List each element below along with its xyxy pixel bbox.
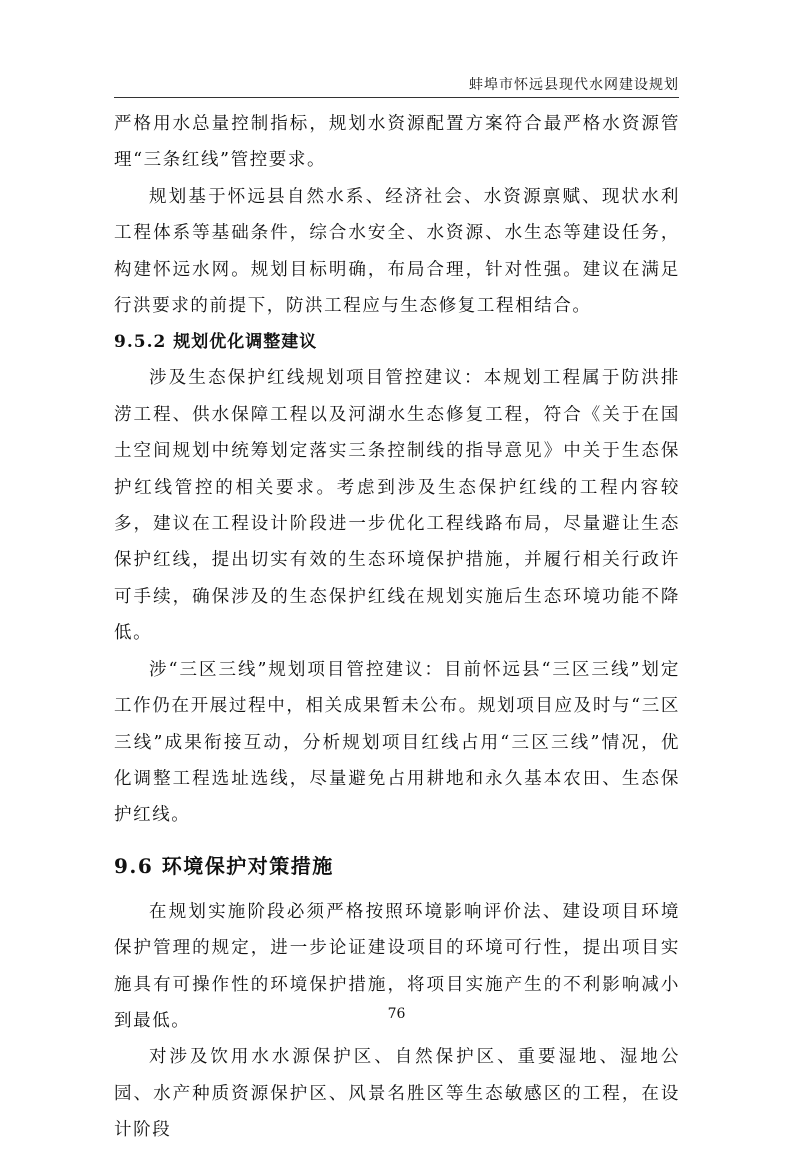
paragraph-continued: 严格用水总量控制指标，规划水资源配置方案符合最严格水资源管理“三条红线”管控要求。 [114, 114, 680, 171]
paragraph-ecological-redline: 涉及生态保护红线规划项目管控建议：本规划工程属于防洪排涝工程、供水保障工程以及河湖水生态修复工程，符合《关于在国土空间规划中统筹划定落实三条控制线的指导意见》中关于生态保护红线管控的相关要求。考虑到涉及生态保护红线的工程内容较多，建议在工程设计阶段进一步优化工程线路布局，尽量避让生态保护红线，提出切实有效的生态环境保护措施，并履行相关行政许可手续，确保涉及的生态保护红线在规划实施后生态环境功能不降低。 [114, 368, 680, 644]
paragraph-plan-basis: 规划基于怀远县自然水系、经济社会、水资源禀赋、现状水利工程体系等基础条件，综合水安全、水资源、水生态等建设任务，构建怀远水网。规划目标明确，布局合理，针对性强。建议在满足行洪要求的前提下，防洪工程应与生态修复工程相结合。 [114, 186, 680, 317]
page-body [114, 106, 680, 1149]
paragraph-implementation: 在规划实施阶段必须严格按照环境影响评价法、建设项目环境保护管理的规定，进一步论证建设项目的环境可行性，提出项目实施具有可操作性的环境保护措施，将项目实施产生的不利影响减小到最低。 [114, 901, 680, 1031]
section-heading-9-5-2: 9.5.2 规划优化调整建议 [114, 332, 318, 353]
header-rule [114, 97, 679, 98]
running-header: 蚌埠市怀远县现代水网建设规划 [469, 77, 679, 93]
paragraph-sensitive-areas: 对涉及饮用水水源保护区、自然保护区、重要湿地、湿地公园、水产种质资源保护区、风景名胜区等生态敏感区的工程，在设计阶段 [114, 1047, 680, 1141]
section-heading-9-6: 9.6 环境保护对策措施 [114, 853, 334, 878]
page-number: 76 [387, 1006, 406, 1022]
paragraph-three-zones: 涉“三区三线”规划项目管控建议：目前怀远县“三区三线”划定工作仍在开展过程中，相关成果暂未公布。规划项目应及时与“三区三线”成果衔接互动，分析规划项目红线占用“三区三线”情况，优化调整工程选址选线，尽量避免占用耕地和永久基本农田、生态保护红线。 [114, 659, 680, 826]
